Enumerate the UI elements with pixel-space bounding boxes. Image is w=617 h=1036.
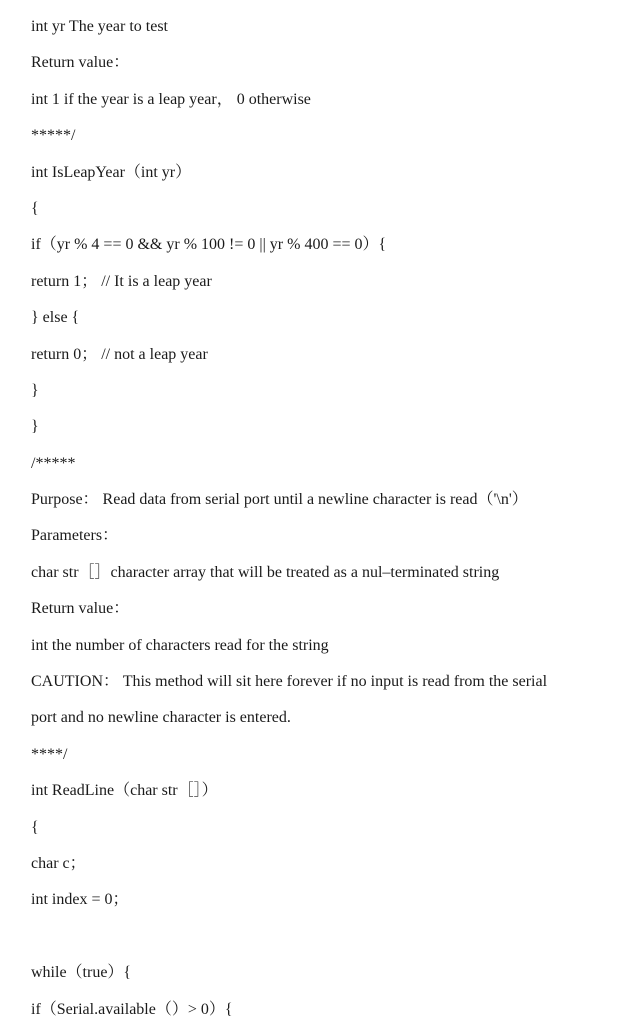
text-line-11: } <box>31 381 39 399</box>
text-line-17: Return value： <box>31 600 130 618</box>
text-line-12: } <box>31 418 39 436</box>
text-line-25: int index = 0； <box>31 891 129 909</box>
text-line-20: port and no newline character is entered. <box>31 709 291 727</box>
text-line-10: return 0； // not a leap year <box>31 345 208 363</box>
text-line-8: return 1； // It is a leap year <box>31 272 212 290</box>
text-line-9: } else { <box>31 309 80 327</box>
text-line-5: int IsLeapYear（int yr） <box>31 163 192 181</box>
text-line-14: Purpose： Read data from serial port until a newline character is read（'\n'） <box>31 491 528 509</box>
text-line-28: if（Serial.available（）> 0）{ <box>31 1000 233 1018</box>
text-line-16: char str［］character array that will be treated as a nul–terminated string <box>31 563 500 581</box>
text-line-27: while（true）{ <box>31 964 132 982</box>
document-page <box>31 17 611 1036</box>
text-line-13: /***** <box>31 454 76 472</box>
text-line-15: Parameters： <box>31 527 119 545</box>
text-line-23: { <box>31 818 39 836</box>
text-line-2: Return value： <box>31 54 130 72</box>
text-line-4: *****/ <box>31 127 76 145</box>
text-line-18: int the number of characters read for the string <box>31 636 329 654</box>
text-line-21: ****/ <box>31 745 68 763</box>
text-line-6: { <box>31 199 39 217</box>
text-line-22: int ReadLine（char str［］） <box>31 782 218 800</box>
text-line-24: char c； <box>31 854 86 872</box>
text-line-1: int yr The year to test <box>31 18 168 35</box>
blank-line <box>31 927 611 963</box>
text-line-19: CAUTION： This method will sit here forever if no input is read from the serial <box>31 673 548 691</box>
text-line-7: if（yr % 4 == 0 && yr % 100 != 0 || yr % 400 == 0）{ <box>31 236 387 254</box>
text-line-3: int 1 if the year is a leap year， 0 otherwise <box>31 90 311 108</box>
